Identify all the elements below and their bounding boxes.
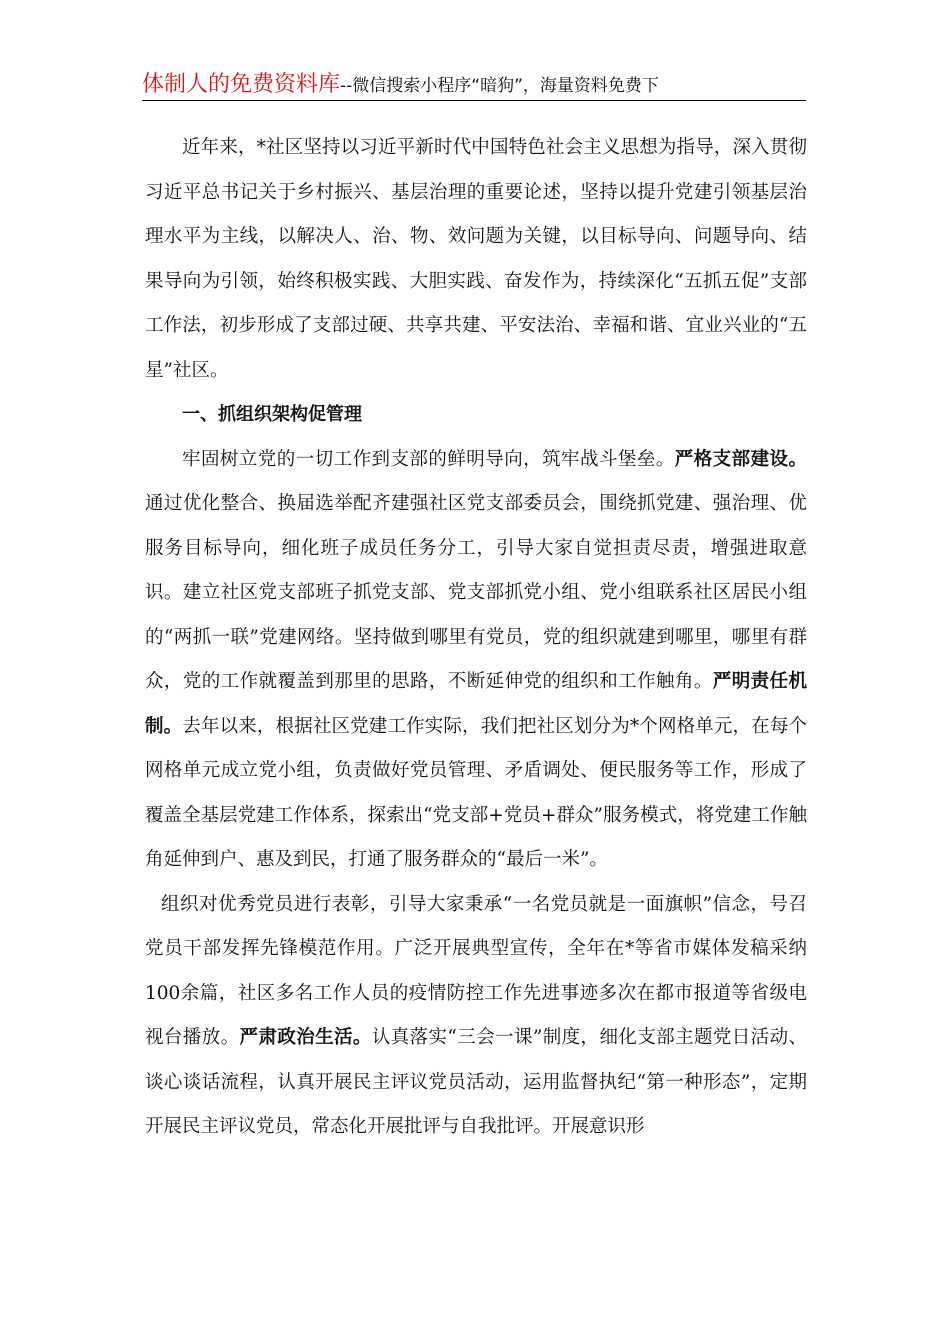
subheading-branch-building: 严格支部建设。 xyxy=(674,448,807,470)
paragraph-political-life xyxy=(145,883,807,1150)
paragraph-political-life-text: 认真落实“三会一课”制度，细化支部主题党日活动、谈心谈话流程，认真开展民主评议党员活动，运用监督执纪“第一种形态”，定期开展民主评议党员，常态化开展批评与自我批评。开展意识形 xyxy=(145,1027,807,1137)
section-heading: 一、抓组织架构促管理 xyxy=(182,404,362,425)
header-tagline: --微信搜索小程序“暗狗”，海量资料免费下 xyxy=(340,76,659,96)
paragraph-recognition: 组织对优秀党员进行表彰，引导大家秉承“一名党员就是一面旗帜”信念，号召党员干部发挥先锋模范作用。广泛开展典型宣传，全年在*等省市媒体发稿采纳100余篇，社区多名工作人员的疫情防控工作先进事迹多次在都市报道等省级电视台播放。 xyxy=(145,893,807,1048)
page-header xyxy=(142,70,806,101)
subheading-political-life: 严肃政治生活。 xyxy=(239,1027,372,1048)
paragraph-branch-building: 通过优化整合、换届选举配齐建强社区党支部委员会，围绕抓党建、强治理、优服务目标导向，细化班子成员任务分工，引导大家自觉担责尽责，增强进取意识。建立社区党支部班子抓党支部、党支部抓党小组、党小组联系社区居民小组的“两抓一联”党建网络。坚持做到哪里有党员，党的组织就建到哪里，哪里有群众，党的工作就覆盖到那里的思路，不断延伸党的组织和工作触角。 xyxy=(145,493,807,692)
header-brand: 体制人的免费资料库 xyxy=(142,72,341,97)
subheading-responsibility: 严明责任机制。 xyxy=(145,671,807,737)
paragraph-intro: 近年来，*社区坚持以习近平新时代中国特色社会主义思想为指导，深入贯彻习近平总书记关于乡村振兴、基层治理的重要论述，坚持以提升党建引领基层治理水平为主线，以解决人、治、物、效问题为关键，以目标导向、问题导向、结果导向为引领，始终积极实践、大胆实践、奋发作为，持续深化“五抓五促”支部工作法，初步形成了支部过硬、共享共建、平安法治、幸福和谐、宜业兴业的“五星”社区。 xyxy=(145,137,807,381)
paragraph-organization-intro: 牢固树立党的一切工作到支部的鲜明导向，筑牢战斗堡垒。 xyxy=(182,448,675,470)
paragraph-organization xyxy=(145,438,807,883)
document-body xyxy=(145,126,807,1150)
paragraph-responsibility: 去年以来，根据社区党建工作实际，我们把社区划分为*个网格单元，在每个网格单元成立党小组，负责做好党员管理、矛盾调处、便民服务等工作，形成了覆盖全基层党建工作体系，探索出“党支部+党员+群众”服务模式，将党建工作触角延伸到户、惠及到民，打通了服务群众的“最后一米”。 xyxy=(145,715,807,870)
